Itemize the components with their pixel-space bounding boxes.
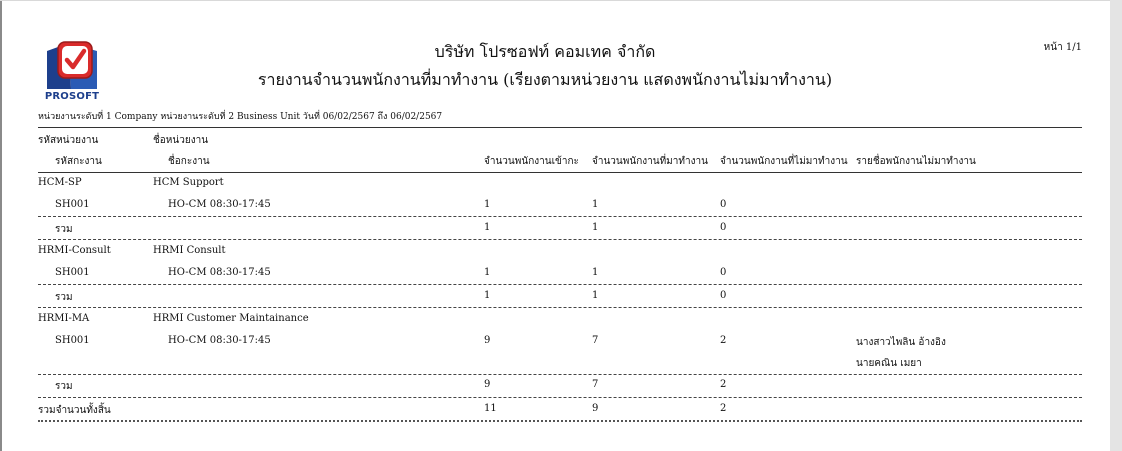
shift-name: HO-CM 08:30-17:45	[168, 335, 271, 346]
in-shift-count: 1	[484, 199, 491, 210]
dept-name: HRMI Customer Maintainance	[153, 313, 309, 324]
shift-name: HO-CM 08:30-17:45	[168, 199, 271, 210]
company-name: บริษัท โปรซอฟท์ คอมเทค จำกัด	[434, 42, 656, 61]
in-shift-count: 1	[484, 267, 491, 278]
subtotal-label: รวม	[55, 292, 73, 303]
shift-code: SH001	[55, 199, 90, 210]
subtotal-present: 7	[592, 379, 599, 390]
grand-total-present: 9	[592, 403, 599, 414]
subtotal-label: รวม	[55, 224, 73, 235]
grand-total-absent: 2	[720, 403, 727, 414]
group-end-rule	[38, 307, 1082, 308]
present-count: 7	[592, 335, 599, 346]
page-number: หน้า 1/1	[1043, 42, 1082, 53]
grand-total-in-shift: 11	[484, 403, 497, 414]
col-absent-names: รายชื่อพนักงานไม่มาทำงาน	[856, 156, 976, 167]
header-top-rule	[38, 127, 1082, 128]
group-end-rule	[38, 239, 1082, 240]
subtotal-absent: 0	[720, 290, 727, 301]
report-filter-text: หน่วยงานระดับที่ 1 Company หน่วยงานระดับที่ 2 Business Unit วันที่ 06/02/2567 ถึง 06/02/2567	[38, 112, 443, 122]
dept-name: HRMI Consult	[153, 245, 226, 256]
logo-text: PROSOFT	[44, 91, 100, 102]
shift-code: SH001	[55, 267, 90, 278]
shift-code: SH001	[55, 335, 90, 346]
subtotal-rule	[38, 216, 1082, 217]
subtotal-absent: 0	[720, 222, 727, 233]
col-absent: จำนวนพนักงานที่ไม่มาทำงาน	[720, 156, 848, 167]
dept-name: HCM Support	[153, 177, 224, 188]
subtotal-in-shift: 1	[484, 290, 491, 301]
subtotal-in-shift: 1	[484, 222, 491, 233]
group-end-rule	[38, 397, 1082, 398]
absent-employee-name: นางสาวไพลิน อ้างอิง	[856, 337, 946, 348]
subtotal-rule	[38, 284, 1082, 285]
absent-count: 2	[720, 335, 727, 346]
col-shift-name: ชื่อกะงาน	[168, 156, 210, 167]
present-count: 1	[592, 267, 599, 278]
col-shift-code: รหัสกะงาน	[55, 156, 102, 167]
subtotal-absent: 2	[720, 379, 727, 390]
subtotal-label: รวม	[55, 381, 73, 392]
in-shift-count: 9	[484, 335, 491, 346]
header-bottom-rule	[38, 172, 1082, 173]
subtotal-present: 1	[592, 290, 599, 301]
grand-total-label: รวมจำนวนทั้งสิ้น	[38, 405, 111, 416]
page-top-border	[0, 0, 1110, 1]
dept-code: HRMI-Consult	[38, 245, 111, 256]
absent-count: 0	[720, 267, 727, 278]
grand-total-rule	[38, 420, 1082, 422]
subtotal-rule	[38, 374, 1082, 375]
subtotal-present: 1	[592, 222, 599, 233]
dept-code: HCM-SP	[38, 177, 82, 188]
col-dept-name: ชื่อหน่วยงาน	[153, 135, 209, 146]
present-count: 1	[592, 199, 599, 210]
report-title: รายงานจำนวนพนักงานที่มาทำงาน (เรียงตามหน่วยงาน แสดงพนักงานไม่มาทำงาน)	[257, 70, 833, 89]
col-dept-code: รหัสหน่วยงาน	[38, 135, 99, 146]
absent-count: 0	[720, 199, 727, 210]
col-present: จำนวนพนักงานที่มาทำงาน	[592, 156, 708, 167]
shift-name: HO-CM 08:30-17:45	[168, 267, 271, 278]
viewer-scroll-gutter	[1110, 0, 1122, 451]
col-in-shift: จำนวนพนักงานเข้ากะ	[484, 156, 579, 167]
dept-code: HRMI-MA	[38, 313, 90, 324]
subtotal-in-shift: 9	[484, 379, 491, 390]
absent-employee-name: นายคณิน เมยา	[856, 358, 922, 369]
